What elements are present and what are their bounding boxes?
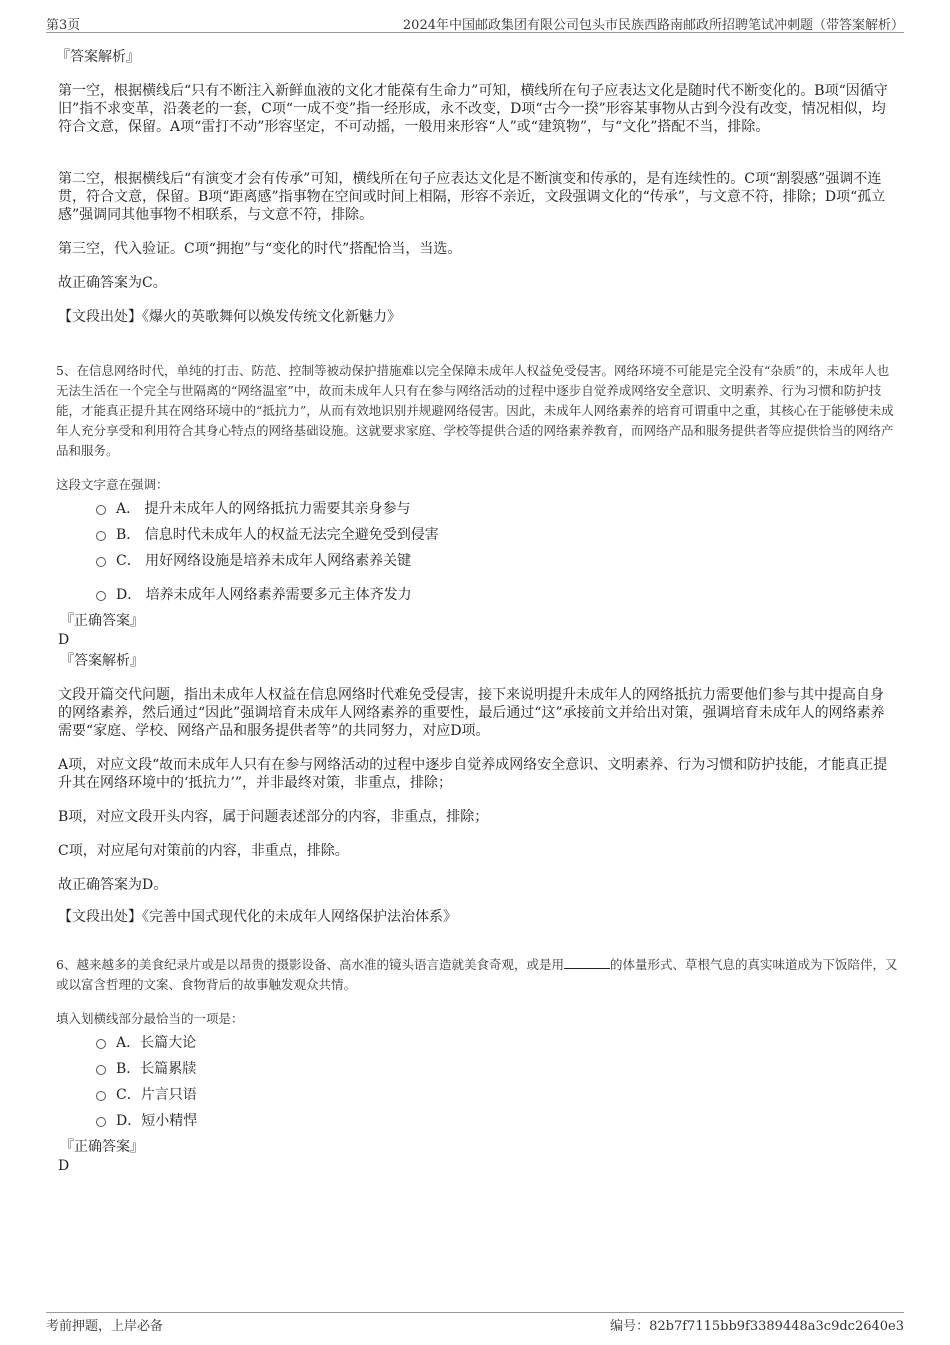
q5-answer: D: [58, 632, 70, 648]
q5-analysis-para5: 故正确答案为D。: [58, 877, 168, 893]
footer-slogan: 考前押题，上岸必备: [46, 1319, 164, 1334]
q5-option-a[interactable]: A． 提升未成年人的网络抵抗力需要其亲身参与: [96, 498, 411, 518]
q6-answer: D: [58, 1158, 70, 1174]
q5-answer-label: 『正确答案』: [60, 613, 144, 629]
document-id: 编号：82b7f7115bb9f3389448a3c9dc2640e3: [610, 1319, 904, 1334]
fill-blank: [564, 968, 610, 969]
q5-option-b[interactable]: B． 信息时代未成年人的权益无法完全避免受到侵害: [96, 524, 439, 544]
q4-analysis-para4: 故正确答案为C。: [58, 275, 167, 291]
q5-stem: 5、在信息网络时代，单纯的打击、防范、控制等被动保护措施难以完全保障未成年人权益免受侵害。网络环境不可能是完全没有“杂质”的，未成年人也无法生活在一个完全与世隔离的“网络温室”中，故而未成年人只有在参与网络活动的过程中逐步自觉养成网络安全意识、文明素养、行为习惯和防护技能，才能真正提升其在网络环境中的“抵抗力”，从而有效地识别并规避网络侵害。因此，未成年人网络素养的培育可谓重中之重，其核心在于能够使未成年人充分享受和利用符合其身心特点的网络基础设施。这就要求家庭、学校等提供合适的网络素养教育，而网络产品和服务提供者等应提供恰当的网络产品和服务。: [56, 362, 894, 458]
page-header: [46, 12, 904, 33]
document-title: 2024年中国邮政集团有限公司包头市民族西路南邮政所招聘笔试冲刺题（带答案解析）: [402, 18, 904, 33]
radio-icon[interactable]: [96, 557, 106, 567]
radio-icon[interactable]: [96, 531, 106, 541]
q5-option-d[interactable]: D． 培养未成年人网络素养需要多元主体齐发力: [96, 584, 412, 604]
page-number: 第3页: [46, 18, 81, 33]
q4-source: 【文段出处】《爆火的英歌舞何以焕发传统文化新魅力》: [58, 309, 401, 325]
q5-analysis-para1: 文段开篇交代问题，指出未成年人权益在信息网络时代难免受侵害，接下来说明提升未成年人的网络抵抗力需要他们参与其中提高自身的网络素养，然后通过“因此”强调培育未成年人网络素养的重要性，最后通过“这”承接前文并给出对策，强调培育未成年人的网络素养需要“家庭、学校、网络产品和服务提供者等”的共同努力，对应D项。: [58, 687, 885, 739]
q5-analysis-para4: C项，对应尾句对策前的内容，非重点，排除。: [58, 843, 349, 859]
radio-icon[interactable]: [96, 1117, 106, 1127]
q6-prompt: 填入划横线部分最恰当的一项是：: [56, 1010, 244, 1026]
q5-option-c[interactable]: C． 用好网络设施是培养未成年人网络素养关键: [96, 550, 411, 570]
radio-icon[interactable]: [96, 1039, 106, 1049]
q5-analysis-label: 『答案解析』: [60, 653, 144, 669]
q5-source: 【文段出处】《完善中国式现代化的未成年人网络保护法治体系》: [58, 909, 457, 925]
q5-prompt: 这段文字意在强调：: [56, 476, 169, 492]
radio-icon[interactable]: [96, 505, 106, 515]
q6-option-d[interactable]: D．短小精悍: [96, 1110, 197, 1130]
q6-answer-label: 『正确答案』: [60, 1139, 144, 1155]
q4-analysis-para1: 第一空，根据横线后“只有不断注入新鲜血液的文化才能葆有生命力”可知，横线所在句子应表达文化是随时代不断变化的。B项“因循守旧”指不求变革，沿袭老的一套，C项“一成不变”指一经形成，永不改变，D项“古今一揆”形容某事物从古到今没有改变，情况相似，均符合文意，保留。A项“雷打不动”形容坚定，不可动摇，一般用来形容“人”或“建筑物”，与“文化”搭配不当，排除。: [58, 83, 888, 135]
q6-option-a[interactable]: A．长篇大论: [96, 1032, 196, 1052]
q4-analysis-para3: 第三空，代入验证。C项“拥抱”与“变化的时代”搭配恰当，当选。: [58, 241, 462, 257]
radio-icon[interactable]: [96, 1065, 106, 1075]
radio-icon[interactable]: [96, 1091, 106, 1101]
q4-analysis-para2: 第二空，根据横线后“有演变才会有传承”可知，横线所在句子应表达文化是不断演变和传承的，是有连续性的。C项“割裂感”强调不连贯，符合文意，保留。B项“距离感”指事物在空间或时间上相隔，形容不亲近，文段强调文化的“传承”，与文意不符，排除；D项“孤立感”强调同其他事物不相联系，与文意不符，排除。: [58, 171, 886, 223]
q6-option-b[interactable]: B．长篇累牍: [96, 1058, 196, 1078]
q5-analysis-para3: B项，对应文段开头内容，属于问题表述部分的内容，非重点，排除；: [58, 809, 489, 825]
q5-analysis-para2: A项，对应文段“故而未成年人只有在参与网络活动的过程中逐步自觉养成网络安全意识、文明素养、行为习惯和防护技能，才能真正提升其在网络环境中的‘抵抗力’”，并非最终对策，非重点，排除；: [58, 757, 888, 791]
page-footer: [46, 1312, 904, 1335]
q6-stem: 6、越来越多的美食纪录片或是以昂贵的摄影设备、高水准的镜头语言造就美食奇观，或是用 的体量形式、草根气息的真实味道成为下饭陪伴，又或以富含哲理的文案、食物背后的故事触发观众共情。: [56, 956, 898, 992]
q4-analysis-label: 『答案解析』: [56, 49, 140, 65]
radio-icon[interactable]: [96, 591, 106, 601]
q6-option-c[interactable]: C．片言只语: [96, 1084, 197, 1104]
